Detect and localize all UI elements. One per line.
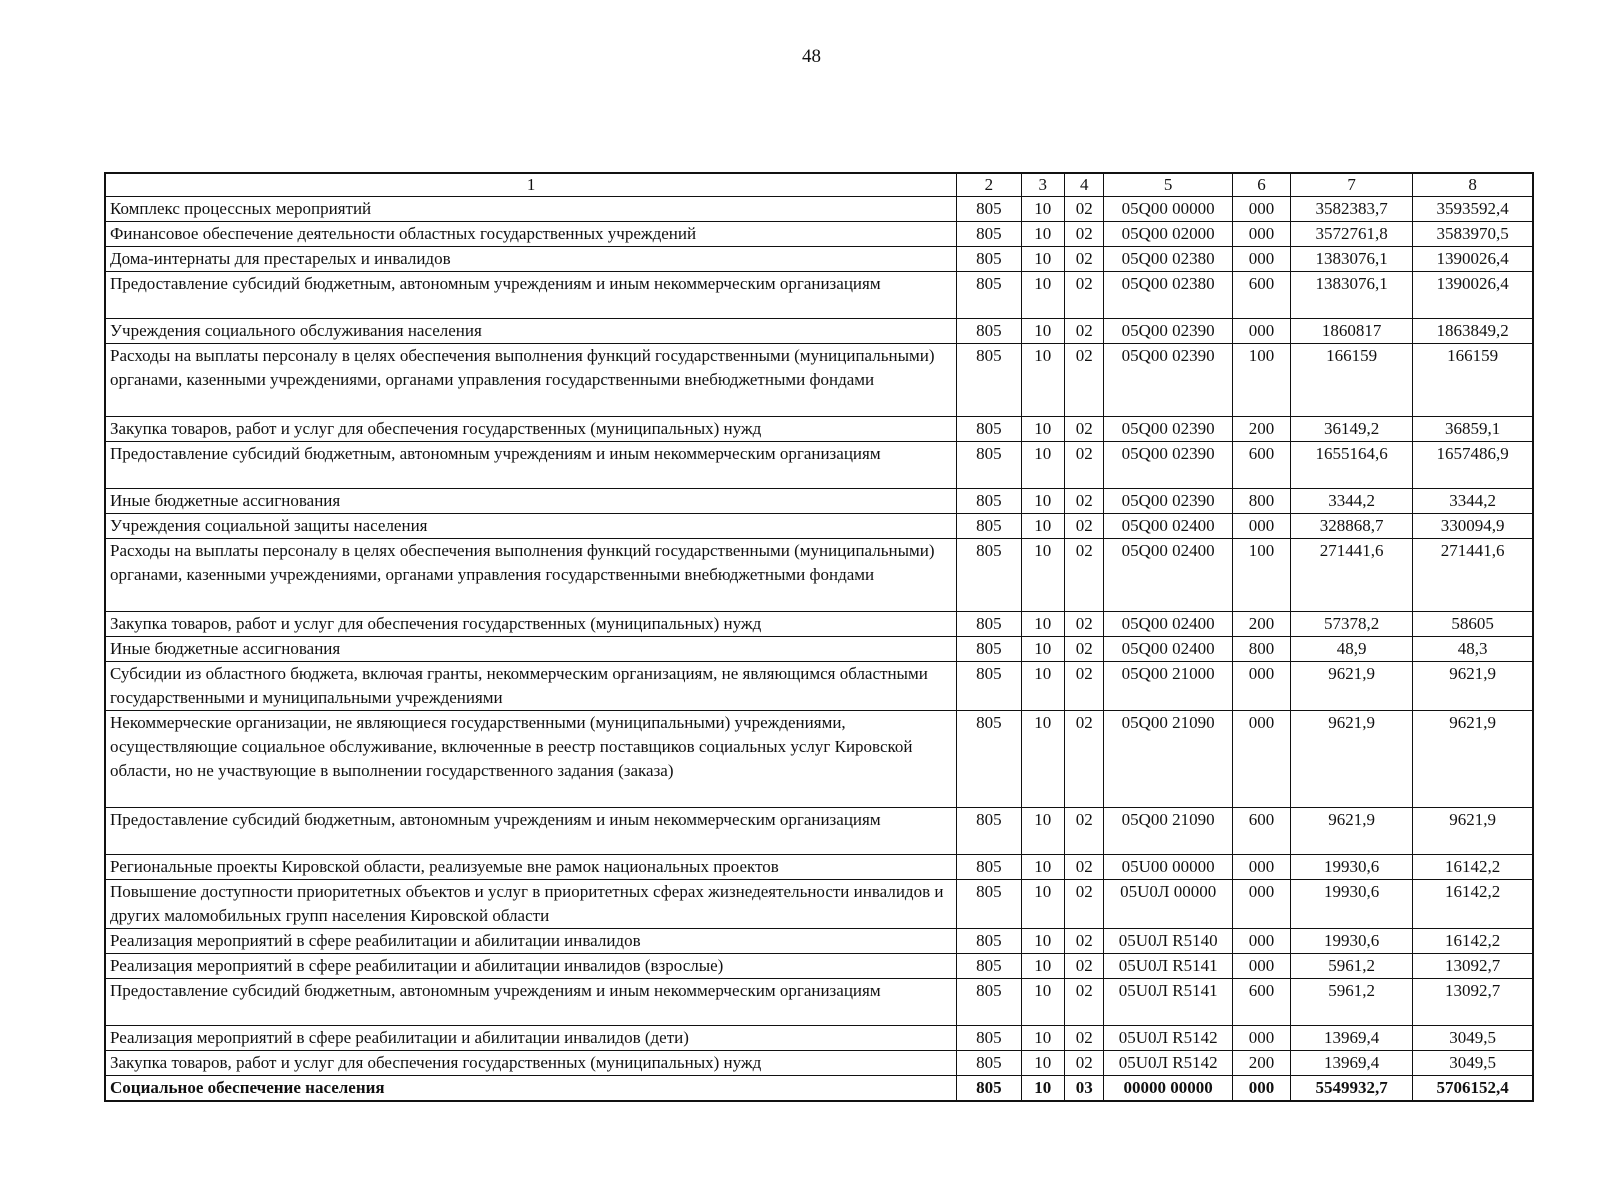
row-code-cell: 805 (957, 1026, 1021, 1051)
row-name-cell: Закупка товаров, работ и услуг для обеспечения государственных (муниципальных) нужд (105, 417, 957, 442)
row-section-cell: 10 (1021, 1051, 1065, 1076)
header-cell: 4 (1065, 173, 1104, 197)
table-row (105, 979, 1533, 1026)
table-row (105, 417, 1533, 442)
row-amount-8-cell: 271441,6 (1413, 539, 1533, 612)
row-section-cell: 10 (1021, 711, 1065, 808)
row-amount-7-cell: 19930,6 (1290, 880, 1412, 929)
row-amount-7-cell: 19930,6 (1290, 929, 1412, 954)
row-target-cell: 05Q00 02390 (1104, 319, 1232, 344)
row-section-cell: 10 (1021, 612, 1065, 637)
row-subsection-cell: 02 (1065, 979, 1104, 1026)
row-code-cell: 805 (957, 929, 1021, 954)
row-code-cell: 805 (957, 247, 1021, 272)
row-type-cell: 200 (1232, 417, 1290, 442)
row-target-cell: 05Q00 02390 (1104, 442, 1232, 489)
row-amount-7-cell: 3582383,7 (1290, 197, 1412, 222)
row-code-cell: 805 (957, 662, 1021, 711)
row-amount-8-cell: 16142,2 (1413, 929, 1533, 954)
row-amount-7-cell: 5961,2 (1290, 954, 1412, 979)
row-section-cell: 10 (1021, 855, 1065, 880)
row-name-cell: Субсидии из областного бюджета, включая гранты, некоммерческим организациям, не являющимся областными государственными и муниципальными учреждениями (105, 662, 957, 711)
row-section-cell: 10 (1021, 637, 1065, 662)
row-code-cell: 805 (957, 855, 1021, 880)
row-type-cell: 000 (1232, 1076, 1290, 1102)
row-amount-7-cell: 328868,7 (1290, 514, 1412, 539)
row-amount-7-cell: 36149,2 (1290, 417, 1412, 442)
row-target-cell: 05U0Л R5141 (1104, 979, 1232, 1026)
row-subsection-cell: 02 (1065, 808, 1104, 855)
row-amount-8-cell: 1657486,9 (1413, 442, 1533, 489)
row-target-cell: 05Q00 02390 (1104, 417, 1232, 442)
row-target-cell: 05Q00 21000 (1104, 662, 1232, 711)
row-subsection-cell: 02 (1065, 929, 1104, 954)
row-name-cell: Реализация мероприятий в сфере реабилитации и абилитации инвалидов (дети) (105, 1026, 957, 1051)
row-section-cell: 10 (1021, 514, 1065, 539)
header-cell: 8 (1413, 173, 1533, 197)
header-cell: 3 (1021, 173, 1065, 197)
table-row (105, 954, 1533, 979)
row-amount-7-cell: 48,9 (1290, 637, 1412, 662)
row-amount-7-cell: 3572761,8 (1290, 222, 1412, 247)
row-section-cell: 10 (1021, 880, 1065, 929)
table-row (105, 539, 1533, 612)
row-subsection-cell: 02 (1065, 417, 1104, 442)
row-amount-8-cell: 166159 (1413, 344, 1533, 417)
row-amount-8-cell: 9621,9 (1413, 711, 1533, 808)
row-target-cell: 05Q00 21090 (1104, 808, 1232, 855)
row-subsection-cell: 02 (1065, 711, 1104, 808)
row-type-cell: 000 (1232, 1026, 1290, 1051)
table-row (105, 247, 1533, 272)
row-section-cell: 10 (1021, 954, 1065, 979)
row-code-cell: 805 (957, 489, 1021, 514)
header-cell: 5 (1104, 173, 1232, 197)
row-type-cell: 000 (1232, 711, 1290, 808)
table-row (105, 344, 1533, 417)
table-row (105, 489, 1533, 514)
row-type-cell: 000 (1232, 929, 1290, 954)
row-type-cell: 000 (1232, 855, 1290, 880)
row-target-cell: 05U0Л R5141 (1104, 954, 1232, 979)
row-target-cell: 05U0Л R5142 (1104, 1026, 1232, 1051)
row-code-cell: 805 (957, 539, 1021, 612)
row-section-cell: 10 (1021, 247, 1065, 272)
table-row (105, 222, 1533, 247)
row-target-cell: 05U00 00000 (1104, 855, 1232, 880)
row-type-cell: 000 (1232, 954, 1290, 979)
row-amount-7-cell: 57378,2 (1290, 612, 1412, 637)
row-target-cell: 05Q00 02400 (1104, 637, 1232, 662)
row-target-cell: 05Q00 02400 (1104, 539, 1232, 612)
row-amount-8-cell: 3049,5 (1413, 1026, 1533, 1051)
row-amount-8-cell: 16142,2 (1413, 880, 1533, 929)
row-code-cell: 805 (957, 979, 1021, 1026)
row-type-cell: 600 (1232, 808, 1290, 855)
row-subsection-cell: 02 (1065, 319, 1104, 344)
row-subsection-cell: 02 (1065, 489, 1104, 514)
row-code-cell: 805 (957, 344, 1021, 417)
row-amount-7-cell: 5961,2 (1290, 979, 1412, 1026)
row-code-cell: 805 (957, 711, 1021, 808)
row-section-cell: 10 (1021, 319, 1065, 344)
row-target-cell: 05U0Л R5142 (1104, 1051, 1232, 1076)
row-type-cell: 000 (1232, 662, 1290, 711)
row-name-cell: Расходы на выплаты персоналу в целях обеспечения выполнения функций государственными (муниципальными) органами, казенными учреждениями, органами управления государственными внебюджетными фондами (105, 539, 957, 612)
row-section-cell: 10 (1021, 344, 1065, 417)
row-subsection-cell: 02 (1065, 954, 1104, 979)
table-row (105, 197, 1533, 222)
row-name-cell: Предоставление субсидий бюджетным, автономным учреждениям и иным некоммерческим организациям (105, 442, 957, 489)
row-section-cell: 10 (1021, 222, 1065, 247)
row-name-cell: Реализация мероприятий в сфере реабилитации и абилитации инвалидов (взрослые) (105, 954, 957, 979)
row-target-cell: 05U0Л 00000 (1104, 880, 1232, 929)
row-amount-8-cell: 3593592,4 (1413, 197, 1533, 222)
row-name-cell: Учреждения социального обслуживания населения (105, 319, 957, 344)
row-name-cell: Иные бюджетные ассигнования (105, 489, 957, 514)
row-type-cell: 200 (1232, 1051, 1290, 1076)
table-row (105, 1051, 1533, 1076)
row-name-cell: Финансовое обеспечение деятельности областных государственных учреждений (105, 222, 957, 247)
row-code-cell: 805 (957, 197, 1021, 222)
row-amount-8-cell: 5706152,4 (1413, 1076, 1533, 1102)
table-row (105, 272, 1533, 319)
row-type-cell: 000 (1232, 880, 1290, 929)
row-code-cell: 805 (957, 442, 1021, 489)
row-subsection-cell: 02 (1065, 612, 1104, 637)
row-subsection-cell: 02 (1065, 514, 1104, 539)
table-row (105, 855, 1533, 880)
row-code-cell: 805 (957, 637, 1021, 662)
row-amount-8-cell: 9621,9 (1413, 662, 1533, 711)
page-number: 48 (802, 46, 821, 67)
row-amount-8-cell: 48,3 (1413, 637, 1533, 662)
row-amount-8-cell: 13092,7 (1413, 979, 1533, 1026)
row-code-cell: 805 (957, 222, 1021, 247)
row-name-cell: Комплекс процессных мероприятий (105, 197, 957, 222)
row-amount-7-cell: 166159 (1290, 344, 1412, 417)
row-amount-7-cell: 1383076,1 (1290, 247, 1412, 272)
row-section-cell: 10 (1021, 417, 1065, 442)
row-section-cell: 10 (1021, 539, 1065, 612)
row-code-cell: 805 (957, 417, 1021, 442)
row-amount-7-cell: 1860817 (1290, 319, 1412, 344)
row-amount-8-cell: 1390026,4 (1413, 272, 1533, 319)
row-name-cell: Реализация мероприятий в сфере реабилитации и абилитации инвалидов (105, 929, 957, 954)
row-subsection-cell: 02 (1065, 442, 1104, 489)
row-name-cell: Предоставление субсидий бюджетным, автономным учреждениям и иным некоммерческим организациям (105, 272, 957, 319)
row-type-cell: 000 (1232, 319, 1290, 344)
row-section-cell: 10 (1021, 808, 1065, 855)
row-amount-7-cell: 9621,9 (1290, 662, 1412, 711)
row-subsection-cell: 02 (1065, 1026, 1104, 1051)
row-name-cell: Расходы на выплаты персоналу в целях обеспечения выполнения функций государственными (муниципальными) органами, казенными учреждениями, органами управления государственными внебюджетными фондами (105, 344, 957, 417)
row-type-cell: 100 (1232, 539, 1290, 612)
row-subsection-cell: 02 (1065, 197, 1104, 222)
row-subsection-cell: 02 (1065, 272, 1104, 319)
row-subsection-cell: 02 (1065, 247, 1104, 272)
budget-table (104, 172, 1534, 1102)
row-amount-7-cell: 19930,6 (1290, 855, 1412, 880)
table-row (105, 319, 1533, 344)
row-amount-7-cell: 13969,4 (1290, 1051, 1412, 1076)
row-amount-7-cell: 3344,2 (1290, 489, 1412, 514)
header-cell: 1 (105, 173, 957, 197)
row-name-cell: Закупка товаров, работ и услуг для обеспечения государственных (муниципальных) нужд (105, 612, 957, 637)
row-code-cell: 805 (957, 1051, 1021, 1076)
row-subsection-cell: 02 (1065, 539, 1104, 612)
row-target-cell: 05Q00 02390 (1104, 489, 1232, 514)
row-target-cell: 05Q00 00000 (1104, 197, 1232, 222)
row-target-cell: 00000 00000 (1104, 1076, 1232, 1102)
row-code-cell: 805 (957, 319, 1021, 344)
row-amount-8-cell: 9621,9 (1413, 808, 1533, 855)
row-type-cell: 100 (1232, 344, 1290, 417)
table-row (105, 662, 1533, 711)
row-type-cell: 000 (1232, 247, 1290, 272)
header-cell: 2 (957, 173, 1021, 197)
row-amount-8-cell: 13092,7 (1413, 954, 1533, 979)
row-code-cell: 805 (957, 1076, 1021, 1102)
row-type-cell: 000 (1232, 514, 1290, 539)
table-row (105, 880, 1533, 929)
row-subsection-cell: 03 (1065, 1076, 1104, 1102)
row-section-cell: 10 (1021, 489, 1065, 514)
row-subsection-cell: 02 (1065, 855, 1104, 880)
row-name-cell: Социальное обеспечение населения (105, 1076, 957, 1102)
row-section-cell: 10 (1021, 442, 1065, 489)
row-section-cell: 10 (1021, 929, 1065, 954)
row-subsection-cell: 02 (1065, 344, 1104, 417)
row-amount-7-cell: 271441,6 (1290, 539, 1412, 612)
table-row (105, 929, 1533, 954)
row-section-cell: 10 (1021, 662, 1065, 711)
row-section-cell: 10 (1021, 979, 1065, 1026)
row-type-cell: 600 (1232, 272, 1290, 319)
row-amount-8-cell: 330094,9 (1413, 514, 1533, 539)
row-subsection-cell: 02 (1065, 1051, 1104, 1076)
row-amount-7-cell: 1655164,6 (1290, 442, 1412, 489)
row-name-cell: Дома-интернаты для престарелых и инвалидов (105, 247, 957, 272)
row-target-cell: 05Q00 02380 (1104, 247, 1232, 272)
table-row (105, 1026, 1533, 1051)
row-name-cell: Некоммерческие организации, не являющиеся государственными (муниципальными) учреждениями, осуществляющие социальное обслуживание, включенные в реестр поставщиков социальных услуг Кировской области, но не участвующие в выполнении государственного задания (заказа) (105, 711, 957, 808)
row-amount-8-cell: 16142,2 (1413, 855, 1533, 880)
row-section-cell: 10 (1021, 272, 1065, 319)
table-row (105, 808, 1533, 855)
table-row (105, 637, 1533, 662)
row-name-cell: Закупка товаров, работ и услуг для обеспечения государственных (муниципальных) нужд (105, 1051, 957, 1076)
row-type-cell: 800 (1232, 637, 1290, 662)
row-amount-8-cell: 3583970,5 (1413, 222, 1533, 247)
row-target-cell: 05Q00 02400 (1104, 514, 1232, 539)
row-name-cell: Региональные проекты Кировской области, реализуемые вне рамок национальных проектов (105, 855, 957, 880)
row-section-cell: 10 (1021, 1026, 1065, 1051)
row-target-cell: 05U0Л R5140 (1104, 929, 1232, 954)
row-amount-7-cell: 5549932,7 (1290, 1076, 1412, 1102)
row-subsection-cell: 02 (1065, 222, 1104, 247)
row-target-cell: 05Q00 02390 (1104, 344, 1232, 417)
row-type-cell: 800 (1232, 489, 1290, 514)
row-amount-8-cell: 58605 (1413, 612, 1533, 637)
row-type-cell: 600 (1232, 442, 1290, 489)
table-row (105, 442, 1533, 489)
header-cell: 6 (1232, 173, 1290, 197)
row-name-cell: Повышение доступности приоритетных объектов и услуг в приоритетных сферах жизнедеятельности инвалидов и других маломобильных групп населения Кировской области (105, 880, 957, 929)
table-row (105, 711, 1533, 808)
row-subsection-cell: 02 (1065, 880, 1104, 929)
row-amount-8-cell: 1863849,2 (1413, 319, 1533, 344)
row-type-cell: 000 (1232, 222, 1290, 247)
row-type-cell: 000 (1232, 197, 1290, 222)
row-code-cell: 805 (957, 514, 1021, 539)
row-name-cell: Предоставление субсидий бюджетным, автономным учреждениям и иным некоммерческим организациям (105, 979, 957, 1026)
row-name-cell: Иные бюджетные ассигнования (105, 637, 957, 662)
row-type-cell: 600 (1232, 979, 1290, 1026)
row-section-cell: 10 (1021, 1076, 1065, 1102)
row-amount-8-cell: 3049,5 (1413, 1051, 1533, 1076)
row-amount-7-cell: 13969,4 (1290, 1026, 1412, 1051)
row-target-cell: 05Q00 02000 (1104, 222, 1232, 247)
header-cell: 7 (1290, 173, 1412, 197)
table-header-row (105, 173, 1533, 197)
row-type-cell: 200 (1232, 612, 1290, 637)
table-row (105, 612, 1533, 637)
row-target-cell: 05Q00 21090 (1104, 711, 1232, 808)
row-amount-7-cell: 9621,9 (1290, 711, 1412, 808)
row-subsection-cell: 02 (1065, 662, 1104, 711)
row-code-cell: 805 (957, 954, 1021, 979)
row-amount-8-cell: 3344,2 (1413, 489, 1533, 514)
row-code-cell: 805 (957, 880, 1021, 929)
row-code-cell: 805 (957, 808, 1021, 855)
table-row (105, 514, 1533, 539)
row-subsection-cell: 02 (1065, 637, 1104, 662)
row-amount-8-cell: 1390026,4 (1413, 247, 1533, 272)
row-section-cell: 10 (1021, 197, 1065, 222)
row-target-cell: 05Q00 02400 (1104, 612, 1232, 637)
row-target-cell: 05Q00 02380 (1104, 272, 1232, 319)
row-name-cell: Предоставление субсидий бюджетным, автономным учреждениям и иным некоммерческим организациям (105, 808, 957, 855)
row-amount-7-cell: 1383076,1 (1290, 272, 1412, 319)
row-name-cell: Учреждения социальной защиты населения (105, 514, 957, 539)
row-amount-8-cell: 36859,1 (1413, 417, 1533, 442)
row-code-cell: 805 (957, 612, 1021, 637)
table-row (105, 1076, 1533, 1102)
row-amount-7-cell: 9621,9 (1290, 808, 1412, 855)
row-code-cell: 805 (957, 272, 1021, 319)
